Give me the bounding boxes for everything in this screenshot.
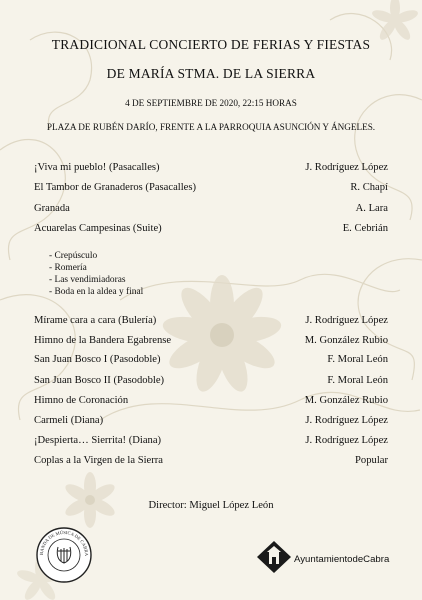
program-row [34, 315, 388, 327]
program-row [34, 162, 388, 174]
program-row [34, 375, 388, 387]
piece-title: Himno de Coronación [34, 395, 129, 406]
piece-title: Acuarelas Campesinas (Suite) [34, 223, 162, 234]
composer-name: J. Rodríguez López [305, 315, 388, 326]
program-row [34, 335, 388, 347]
svg-text:BANDA DE MÚSICA DE CABRA: BANDA DE MÚSICA DE CABRA [38, 529, 90, 557]
ayuntamiento-logo [256, 540, 396, 574]
band-seal-logo [36, 527, 92, 583]
composer-name: J. Rodríguez López [305, 435, 388, 446]
piece-title: ¡Despierta… Sierrita! (Diana) [34, 435, 162, 446]
page-title-line-2: DE MARÍA STMA. DE LA SIERRA [106, 66, 316, 81]
city-emblem-icon [256, 540, 292, 574]
composer-name: J. Rodríguez López [305, 162, 388, 173]
piece-title: Granada [34, 203, 70, 214]
composer-name: M. González Rubio [304, 335, 388, 346]
page-title-line-1: TRADICIONAL CONCIERTO DE FERIAS Y FIESTAS [51, 37, 371, 52]
piece-title: San Juan Bosco I (Pasodoble) [34, 354, 161, 365]
composer-name: M. González Rubio [304, 395, 388, 406]
suite-movement: - Romería [49, 263, 87, 273]
piece-title: Carmeli (Diana) [34, 415, 104, 426]
program-row [34, 203, 388, 215]
event-date-time: 4 DE SEPTIEMBRE DE 2020, 22:15 HORAS [125, 98, 297, 108]
composer-name: A. Lara [355, 203, 388, 214]
piece-title: ¡Viva mi pueblo! (Pasacalles) [34, 162, 160, 173]
program-row [34, 415, 388, 427]
piece-title: San Juan Bosco II (Pasodoble) [34, 375, 165, 386]
composer-name: R. Chapí [350, 182, 388, 193]
piece-title: El Tambor de Granaderos (Pasacalles) [34, 182, 197, 193]
suite-movement: - Las vendimiadoras [49, 275, 126, 285]
program-row [34, 354, 388, 366]
composer-name: E. Cebrián [342, 223, 388, 234]
program-row [34, 182, 388, 194]
program-row [34, 435, 388, 447]
ayuntamiento-logo-text: AyuntamientodeCabra [294, 554, 390, 565]
piece-title: Mírame cara a cara (Bulería) [34, 315, 157, 326]
suite-movement: - Boda en la aldea y final [49, 287, 144, 297]
composer-name: Popular [355, 455, 388, 466]
program-row [34, 455, 388, 467]
director-credit: Director: Miguel López León [148, 500, 274, 511]
program-row [34, 223, 388, 235]
piece-title: Himno de la Bandera Egabrense [34, 335, 172, 346]
composer-name: J. Rodríguez López [305, 415, 388, 426]
composer-name: F. Moral León [327, 375, 388, 386]
composer-name: F. Moral León [327, 354, 388, 365]
event-location: PLAZA DE RUBÉN DARÍO, FRENTE A LA PARROQUIA ASUNCIÓN Y ÁNGELES. [46, 122, 376, 132]
suite-movement: - Crepúsculo [49, 251, 98, 261]
piece-title: Coplas a la Virgen de la Sierra [34, 455, 164, 466]
program-row [34, 395, 388, 407]
